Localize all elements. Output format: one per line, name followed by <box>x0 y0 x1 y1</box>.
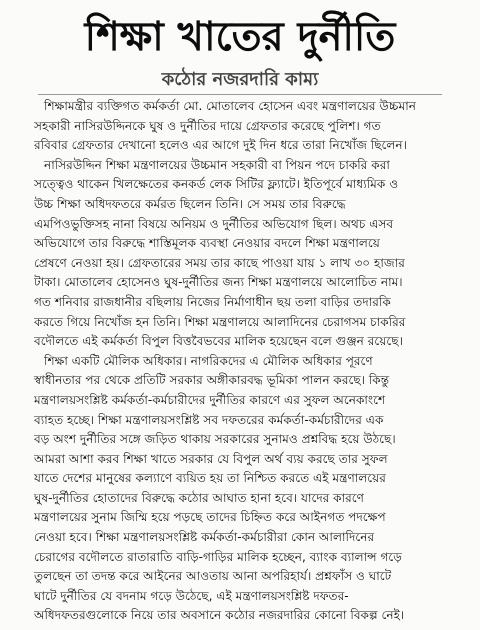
body-line: যাতে দেশের মানুষের কল্যাণে ব্যয়িত হয় তা নিশ্চিত করতে এই মন্ত্রণালয়ের <box>34 471 386 486</box>
body-line: ব্যাহত হচ্ছে। শিক্ষা মন্ত্রণালয়সংশ্লিষ্ট সব দফতরের কর্মকর্তা-কর্মচারীদের এক <box>34 412 384 427</box>
body-line: উচ্চ শিক্ষা অধিদফতরে কর্মরত ছিলেন তিনি। সে সময় তার বিরুদ্ধে <box>34 196 346 211</box>
article-headline: শিক্ষা খাতের দুর্নীতি <box>84 14 396 60</box>
body-line: মন্ত্রণালয়ের সুনাম জিম্মি হয়ে পড়ছে তাদের চিহ্নিত করে আইনগত পদক্ষেপ <box>34 510 386 525</box>
body-line: চেরাগের বদৌলতে রাতারাতি বাড়ি-গাড়ির মালিক হচ্ছেন, ব্যাংক ব্যালান্স গড়ে <box>34 549 402 564</box>
body-line: আমরা আশা করব শিক্ষা খাতে সরকার যে বিপুল অর্থ ব্যয় করছে তার সুফল <box>34 451 388 466</box>
body-line: অধিদফতরগুলোকে নিয়ে তার অবসানে কঠোর নজরদারির কোনো বিকল্প নেই। <box>34 608 405 623</box>
body-line: ঘাটে দুর্নীতির যে বদনাম গড়ে উঠেছে, এই মন্ত্রণালয়সংশ্লিষ্ট দফতর- <box>34 588 349 603</box>
body-line: শিক্ষা একটি মৌলিক অধিকার। নাগরিকদের এ মৌলিক অধিকার পূরণে <box>44 353 373 368</box>
body-line: তুলছেন তা তদন্ত করে আইনের আওতায় আনা অপরিহার্য। প্রশ্নফাঁস ও ঘাটে <box>34 569 392 584</box>
body-line: রবিবার গ্রেফতার দেখানো হলেও এর আগে দুই দিন ধরে তারা নিখোঁজ ছিলেন। <box>34 138 407 153</box>
body-line: টাকা। মোতালেব হোসেনও ঘুষ-দুর্নীতির জন্য শিক্ষা মন্ত্রণালয়ে আলোচিত নাম। <box>34 275 403 290</box>
body-line: সহকারী নাসিরউদ্দিনকে ঘুষ ও দুর্নীতির দায়ে গ্রেফতার করেছে পুলিশ। গত <box>34 118 381 133</box>
body-line: ঘুষ-দুর্নীতির হোতাদের বিরুদ্ধে কঠোর আঘাত হানা হবে। যাদের কারণে <box>34 490 364 505</box>
body-line: এমপিওভুক্তিসহ নানা বিষয়ে অনিয়ম ও দুর্নীতির অভিযোগ ছিল। অথচ এসব <box>34 216 394 231</box>
body-line: গত শনিবার রাজধানীর বছিলায় নিজের নির্মাণাধীন ছয় তলা বাড়ির তদারকি <box>34 294 391 309</box>
article-body <box>34 97 474 626</box>
body-line: প্রেষণে নেওয়া হয়। গ্রেফতারের সময় তার কাছে পাওয়া যায় ১ লাখ ৩০ হাজার <box>34 255 405 270</box>
body-line: সত্ত্বেও থাকেন খিলক্ষেতের কনকর্ড লেক সিটির ফ্ল্যাটে। ইতিপূর্বে মাধ্যমিক ও <box>34 177 399 192</box>
body-line: মন্ত্রণালয়সংশ্লিষ্ট কর্মকর্তা-কর্মচারীদের দুর্নীতির কারণে এর সুফল অনেকাংশে <box>34 392 386 407</box>
article-subheadline: কঠোর নজরদারি কাম্য <box>161 69 319 90</box>
divider <box>38 94 442 95</box>
body-line: অভিযোগে তার বিরুদ্ধে শাস্তিমূলক ব্যবস্থা নেওয়ার বদলে শিক্ষা মন্ত্রণালয়ে <box>34 236 380 251</box>
body-line: নাসিরউদ্দিন শিক্ষা মন্ত্রণালয়ের উচ্চমান সহকারী বা পিয়ন পদে চাকরি করা <box>44 157 390 172</box>
body-line: নেওয়া হবে। শিক্ষা মন্ত্রণালয়সংশ্লিষ্ট কর্মকর্তা-কর্মচারীরা কোন আলাদিনের <box>34 530 375 545</box>
body-line: বড় অংশ দুর্নীতির সঙ্গে জড়িত থাকায় সরকারের সুনামও প্রশ্নবিদ্ধ হয়ে উঠছে। <box>34 432 396 447</box>
body-line: স্বাধীনতার পর থেকে প্রতিটি সরকার অঙ্গীকারবদ্ধ ভূমিকা পালন করছে। কিন্তু <box>34 373 390 388</box>
body-line: বদৌলতে এই কর্মকর্তা বিপুল বিত্তবৈভবের মালিক হয়েছেন বলে গুঞ্জন রয়েছে। <box>34 334 403 349</box>
body-line: শিক্ষামন্ত্রীর ব্যক্তিগত কর্মকর্তা মো. মোতালেব হোসেন এবং মন্ত্রণালয়ের উচ্চমান <box>44 99 416 113</box>
body-line: করতে গিয়ে নিখোঁজ হন তিনি। শিক্ষা মন্ত্রণালয়ে আলাদিনের চেরাগসম চাকরির <box>34 314 406 329</box>
